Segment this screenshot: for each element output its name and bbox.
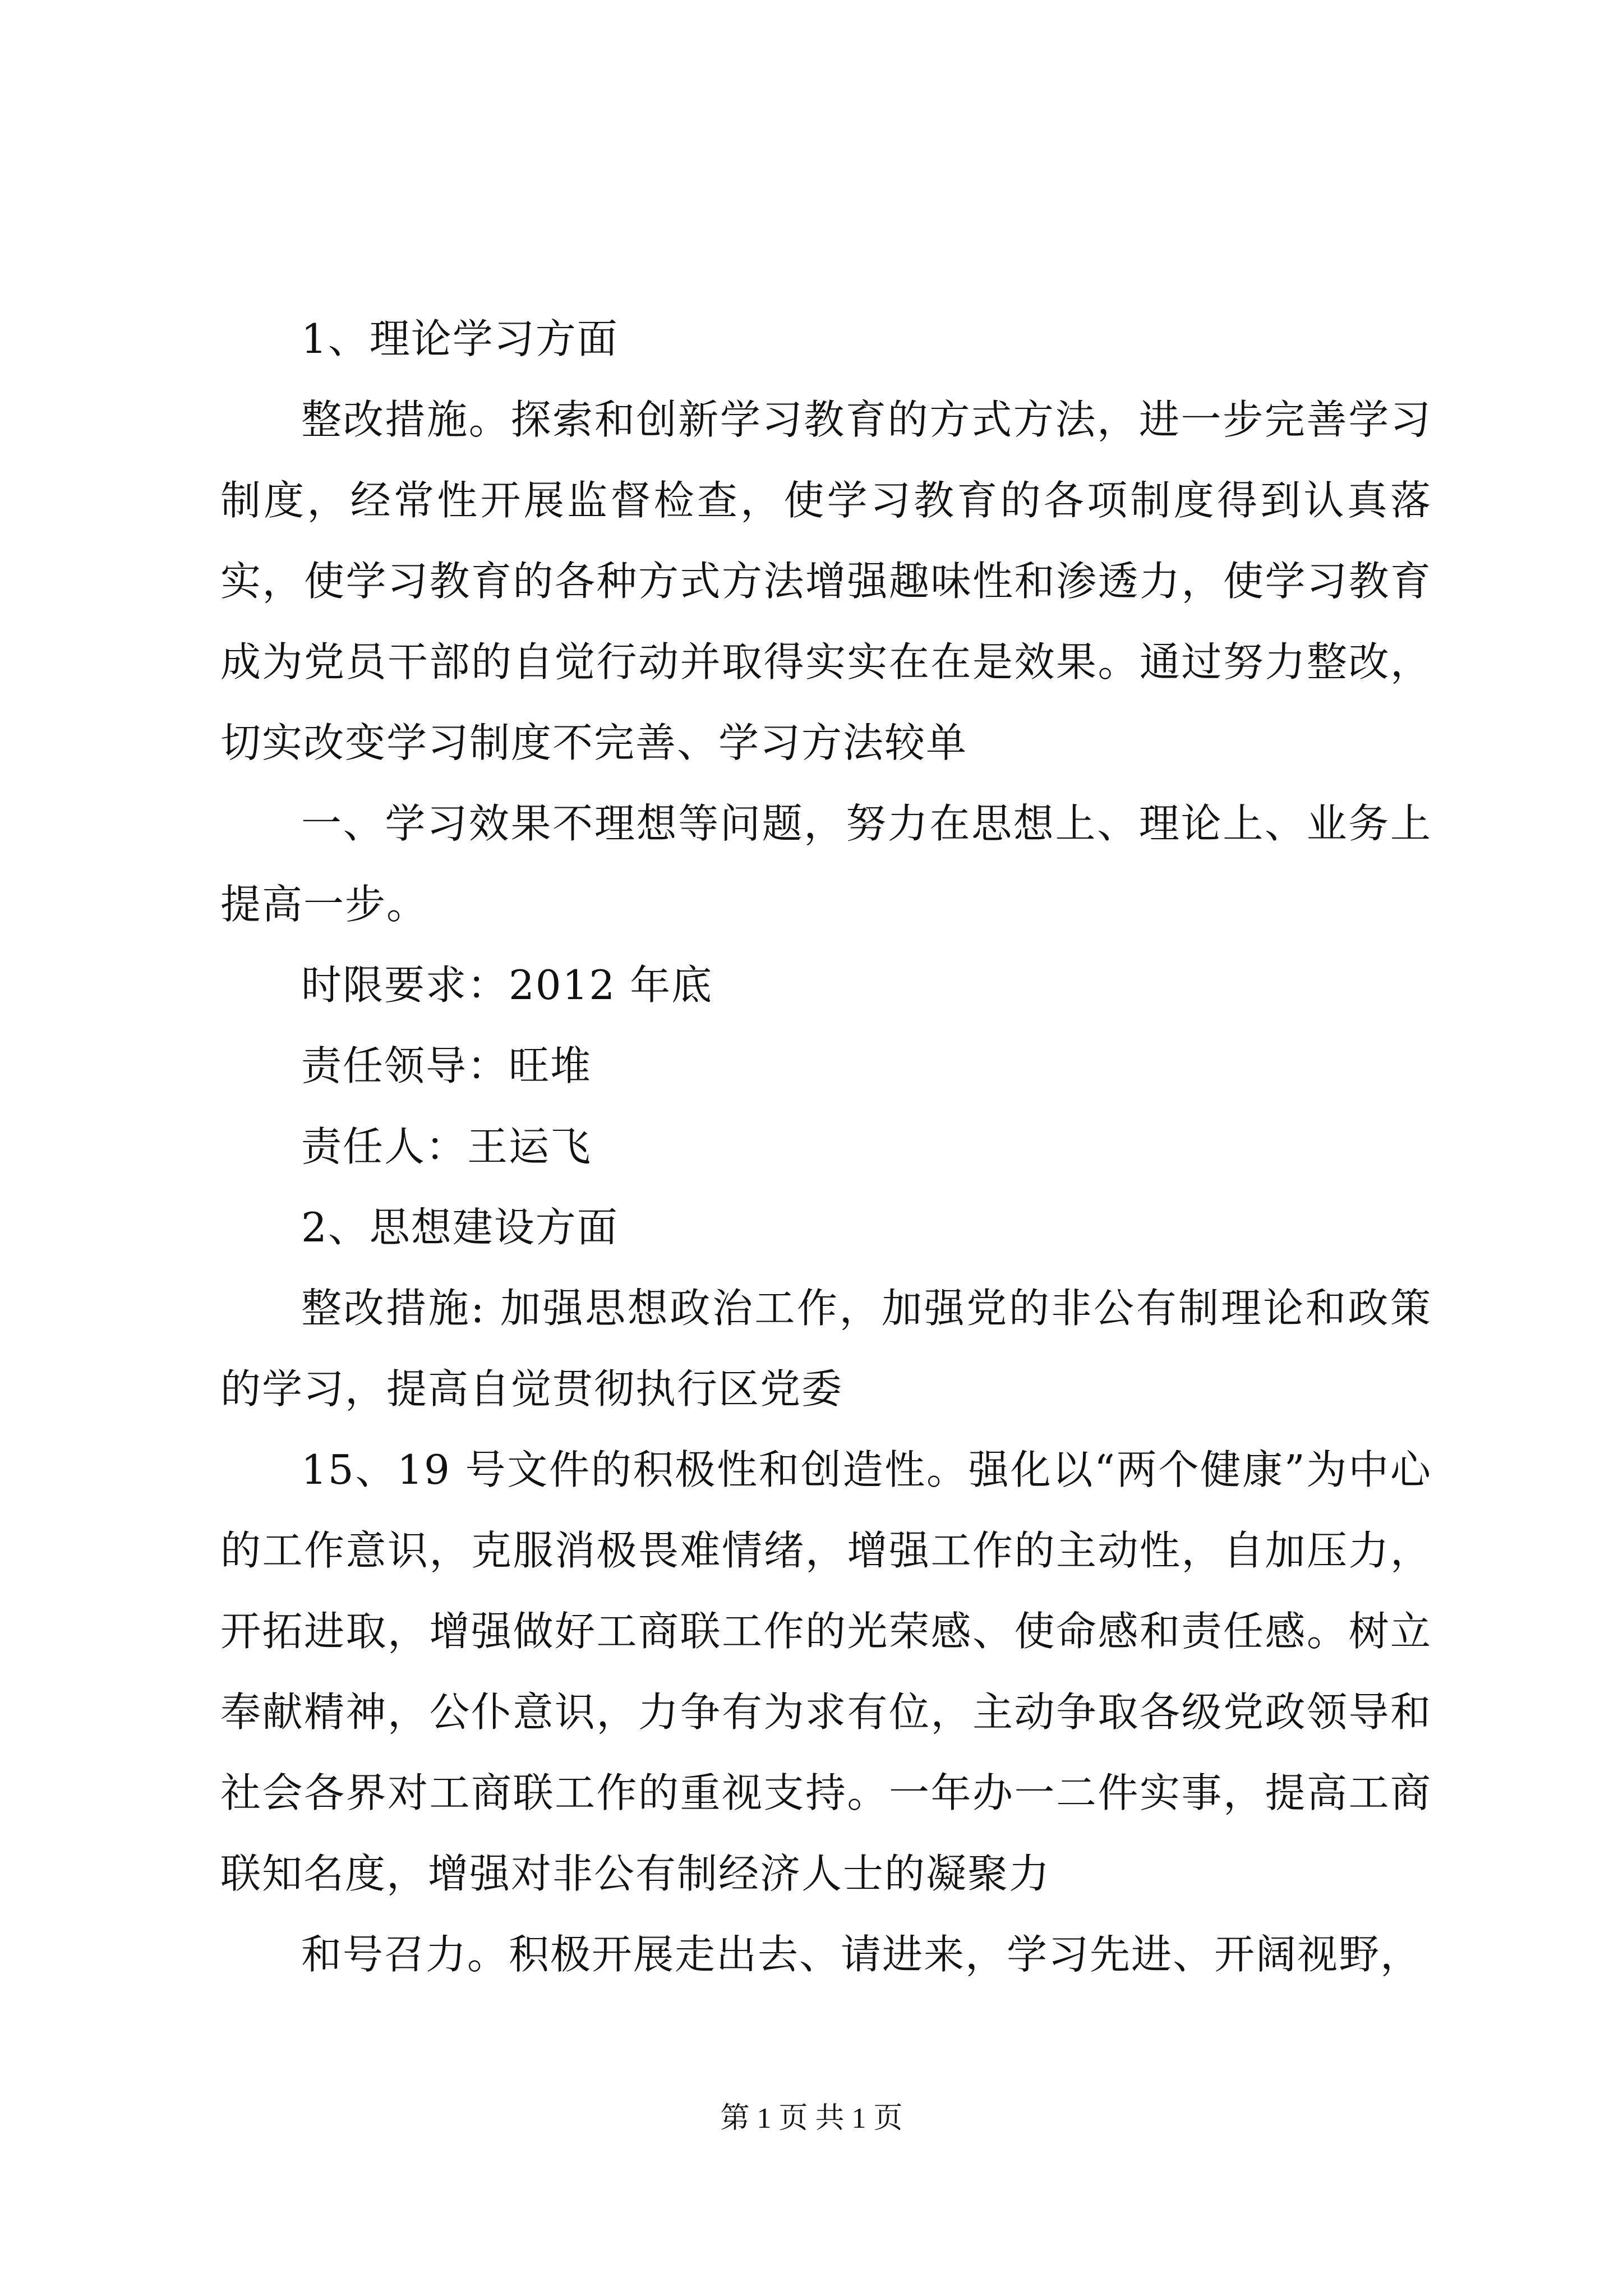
paragraph-rectification-measures-2: 整改措施: 加强思想政治工作，加强党的非公有制理论和政策的学习，提高自觉贯彻执行区党委: [220, 1285, 1432, 1412]
paragraph-responsible-leader: 责任领导：旺堆: [301, 1042, 592, 1089]
section-heading-ideological-building: 2、思想建设方面: [301, 1204, 619, 1251]
section-heading-theory-study: 1、理论学习方面: [301, 315, 619, 362]
paragraph-responsible-person: 责任人：王运飞: [301, 1123, 592, 1170]
page-footer: 第 1 页 共 1 页: [720, 2102, 903, 2134]
paragraph-documents-15-19: 15、19 号文件的积极性和创造性。强化以“两个健康”为中心的工作意识，克服消极畏难情绪，增强工作的主动性，自加压力，开拓进取，增强做好工商联工作的光荣感、使命感和责任感。树立奉献精神，公仆意识，力争有为求有位，主动争取各级党政领导和社会各界对工商联工作的重视支持。一年办一二件实事，提高工商联知名度，增强对非公有制经济人士的凝聚力: [220, 1446, 1432, 1897]
paragraph-rectification-measures-1: 整改措施。探索和创新学习教育的方式方法，进一步完善学习制度，经常性开展监督检查，使学习教育的各项制度得到认真落实，使学习教育的各种方式方法增强趣味性和渗透力，使学习教育成为党员干部的自觉行动并取得实实在在是效果。通过努力整改，切实改变学习制度不完善、学习方法较单: [220, 396, 1432, 766]
paragraph-time-limit: 时限要求：2012 年底: [301, 961, 713, 1009]
paragraph-learning-effect: 一、学习效果不理想等问题，努力在思想上、理论上、业务上提高一步。: [220, 800, 1432, 928]
document-body: [220, 298, 1432, 1995]
paragraph-appeal: 和号召力。积极开展走出去、请进来，学习先进、开阔视野，: [301, 1931, 1422, 1978]
